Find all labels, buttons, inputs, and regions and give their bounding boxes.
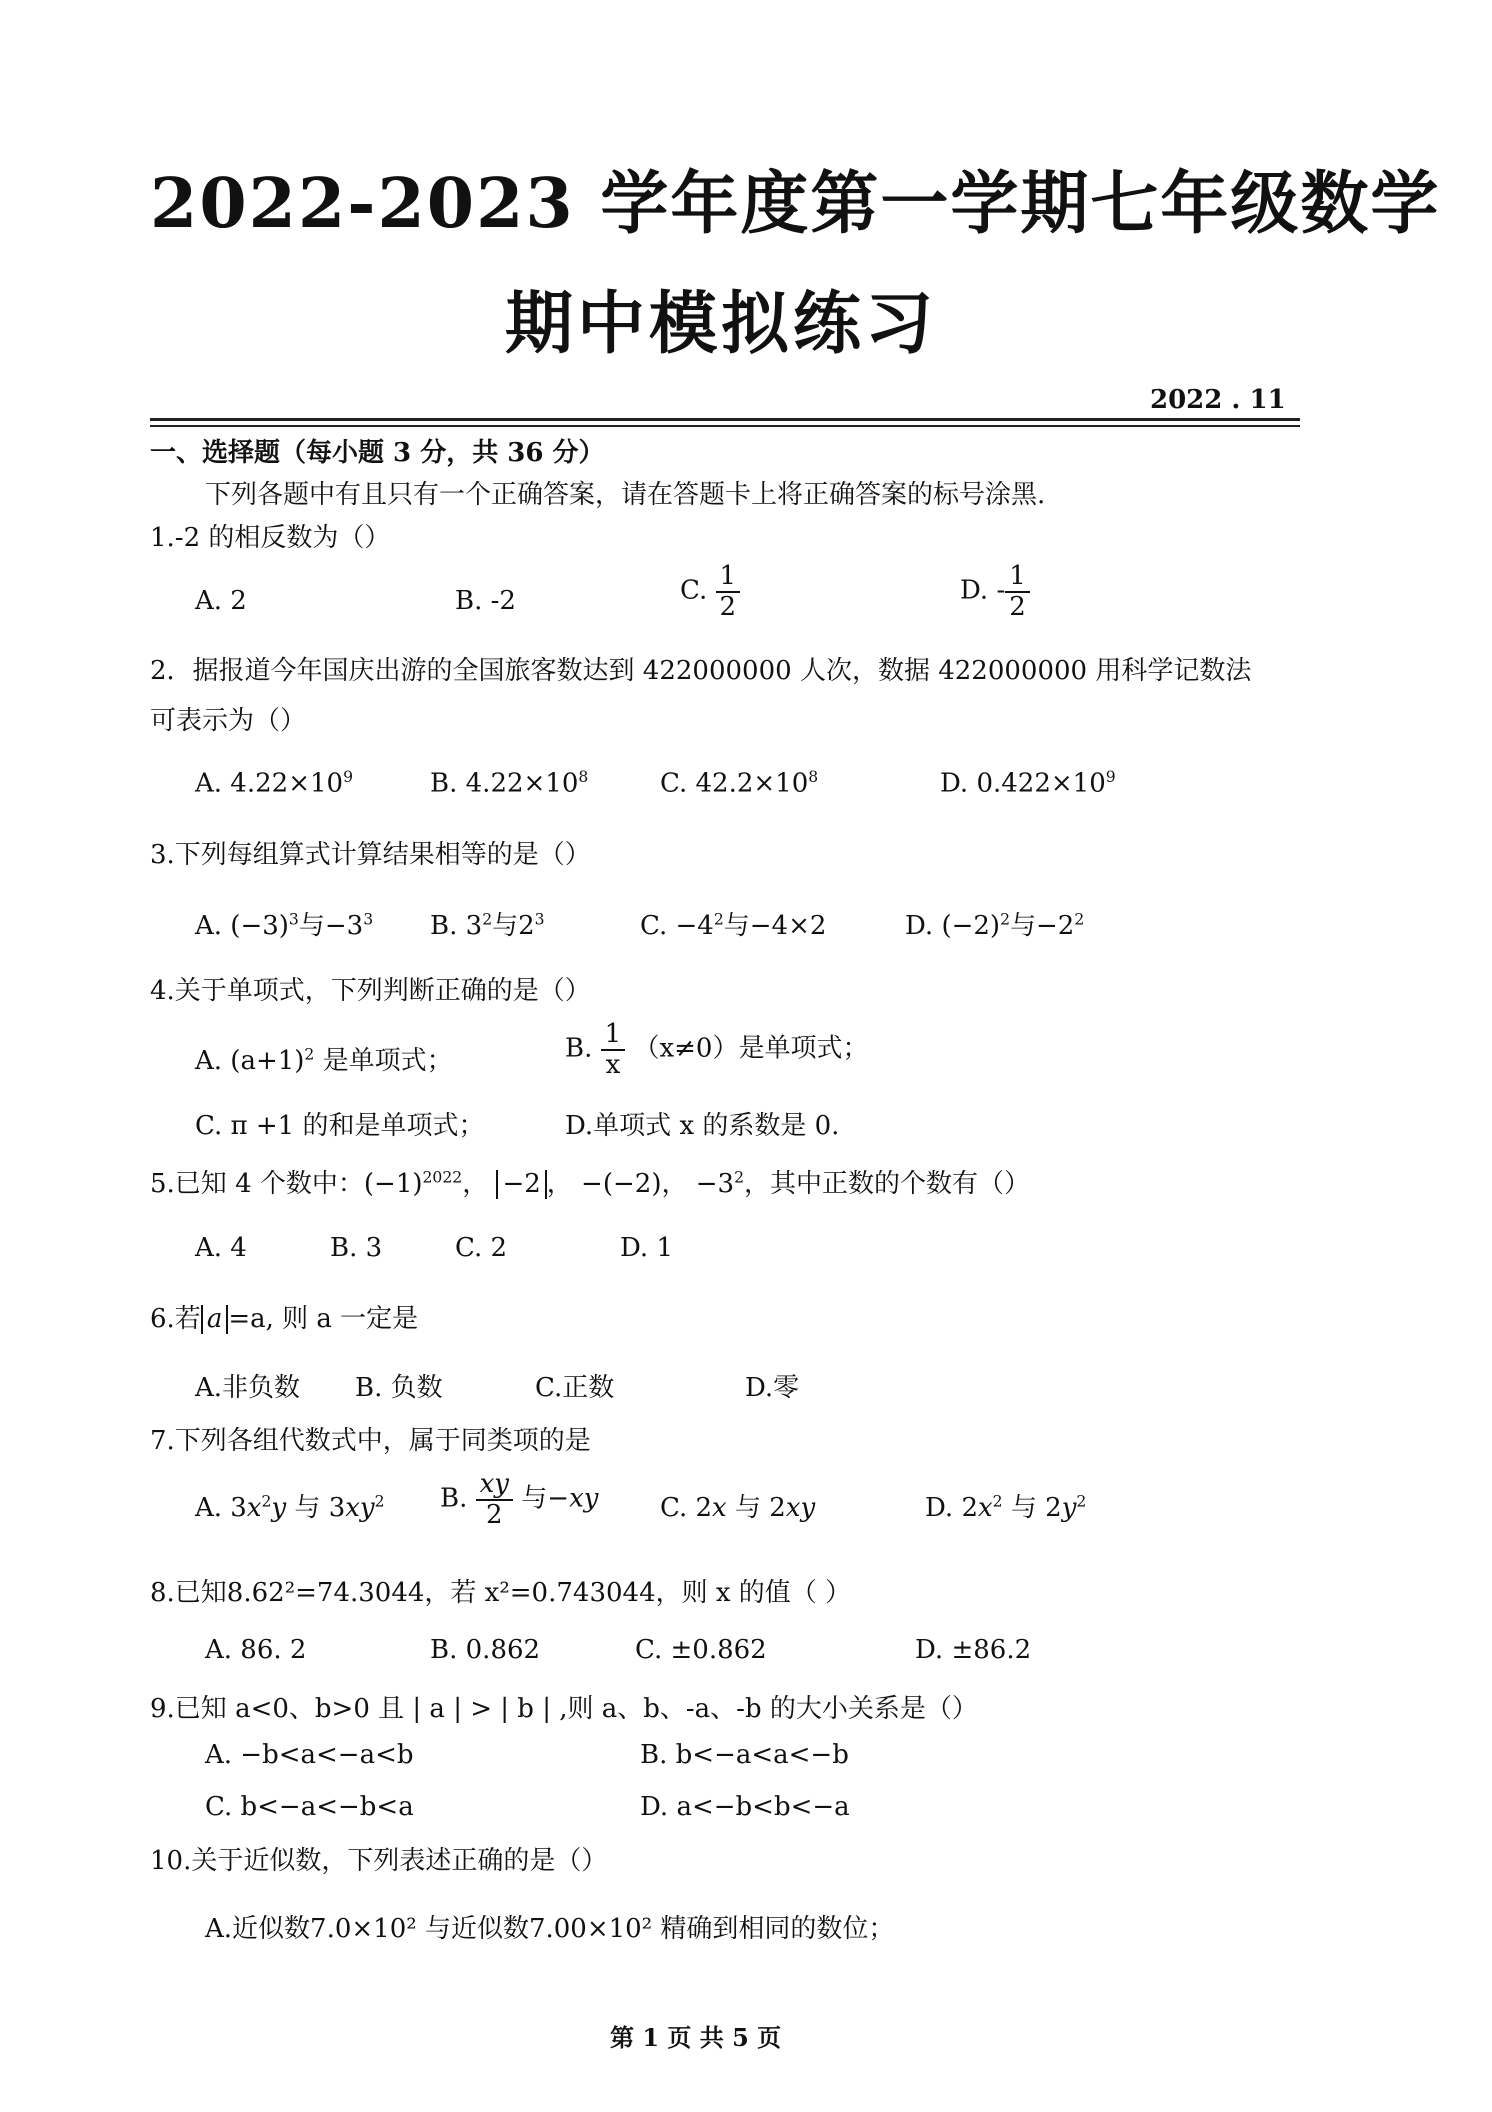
- q5-option-b: B. 3: [330, 1233, 383, 1263]
- q1-option-b: B. -2: [455, 586, 516, 616]
- question-4: 4.关于单项式，下列判断正确的是（）: [150, 976, 591, 1006]
- q4-option-a: A. $(a+1)^2$ 是单项式；: [195, 1045, 453, 1076]
- q9-option-a: A. −b<a<−a<b: [205, 1740, 414, 1770]
- q2-option-d: D. $0.422\times 10^9$: [940, 768, 1116, 799]
- q7-option-d: D. $2x^2$ 与 $2y^2$: [925, 1492, 1087, 1523]
- q7-option-a: A. $3x^2y$ 与 $3xy^2$: [195, 1492, 385, 1523]
- q6-option-c: C.正数: [535, 1373, 615, 1403]
- section-instructions: 下列各题中有且只有一个正确答案，请在答题卡上将正确答案的标号涂黑.: [205, 480, 1046, 510]
- question-3: 3.下列每组算式计算结果相等的是（）: [150, 840, 591, 870]
- q3-option-d: D. $(-2)^2$与$-2^2$: [905, 910, 1085, 941]
- question-1: 1.-2 的相反数为（）: [150, 523, 391, 553]
- q4-option-c: C. π +1 的和是单项式；: [195, 1111, 485, 1141]
- question-5: 5.已知 4 个数中：$(-1)^{2022}$， −2 ， −(−2)， $-3^2$，其中正数的个数有（）: [150, 1168, 1030, 1199]
- q10-option-a: A.近似数7.0×10² 与近似数7.00×10² 精确到相同的数位；: [205, 1914, 895, 1944]
- q6-option-d: D.零: [745, 1373, 800, 1403]
- q9-option-b: B. b<−a<a<−b: [640, 1740, 849, 1770]
- section-heading: 一、选择题（每小题 3 分，共 36 分）: [150, 438, 605, 468]
- q4-option-d: D.单项式 x 的系数是 0.: [565, 1111, 840, 1141]
- q3-option-a: A. $(-3)^3$与$-3^3$: [195, 910, 374, 941]
- q5-option-a: A. 4: [195, 1233, 247, 1263]
- q1-option-c: C. $\frac{1}{2}$: [680, 562, 740, 621]
- q9-option-d: D. a<−b<b<−a: [640, 1792, 850, 1822]
- q7-option-c: C. 2x 与 2xy: [660, 1493, 816, 1523]
- q8-option-b: B. 0.862: [430, 1635, 541, 1665]
- q6-option-a: A.非负数: [195, 1373, 301, 1403]
- q7-option-b: B. $\frac{xy}{2}$ 与−xy: [440, 1469, 599, 1530]
- divider: [150, 418, 1300, 421]
- q3-option-c: C. $-4^2$与−4×2: [640, 910, 827, 941]
- q2-option-c: C. $42.2\times 10^8$: [660, 768, 819, 799]
- question-7: 7.下列各组代数式中，属于同类项的是: [150, 1426, 591, 1456]
- q5-option-c: C. 2: [455, 1233, 508, 1263]
- q2-option-a: A. $4.22\times 10^9$: [195, 768, 353, 799]
- question-9: 9.已知 a<0、b>0 且 | a | > | b | ,则 a、b、-a、-b 的大小关系是（）: [150, 1694, 978, 1724]
- divider: [150, 425, 1300, 427]
- question-2: 2．据报道今年国庆出游的全国旅客数达到 422000000 人次，数据 422000000 用科学记数法: [150, 656, 1252, 686]
- question-6: 6.若 a =a, 则 a 一定是: [150, 1304, 419, 1334]
- page-subtitle: 期中模拟练习: [505, 284, 938, 364]
- question-10: 10.关于近似数，下列表述正确的是（）: [150, 1846, 608, 1876]
- q3-option-b: B. $3^2$与$2^3$: [430, 910, 545, 941]
- q8-option-d: D. ±86.2: [915, 1635, 1032, 1665]
- date: 2022 . 11: [1150, 385, 1286, 415]
- question-2-cont: 可表示为（）: [150, 706, 307, 736]
- q8-option-c: C. ±0.862: [635, 1635, 767, 1665]
- question-8: 8.已知8.62²=74.3044，若 x²=0.743044，则 x 的值（ ）: [150, 1578, 852, 1608]
- q8-option-a: A. 86. 2: [205, 1635, 307, 1665]
- q4-option-b: B. $\frac{1}{x}$ （x≠0）是单项式；: [565, 1019, 869, 1080]
- q1-option-d: D. - $\frac{1}{2}$: [960, 562, 1030, 621]
- page-title: 2022-2023 学年度第一学期七年级数学: [150, 164, 1441, 244]
- q6-option-b: B. 负数: [355, 1373, 443, 1403]
- q1-option-a: A. 2: [195, 586, 247, 616]
- q9-option-c: C. b<−a<−b<a: [205, 1792, 414, 1822]
- q2-option-b: B. $4.22\times 10^8$: [430, 768, 589, 799]
- page-footer: 第 1 页 共 5 页: [610, 2023, 782, 2052]
- q5-option-d: D. 1: [620, 1233, 673, 1263]
